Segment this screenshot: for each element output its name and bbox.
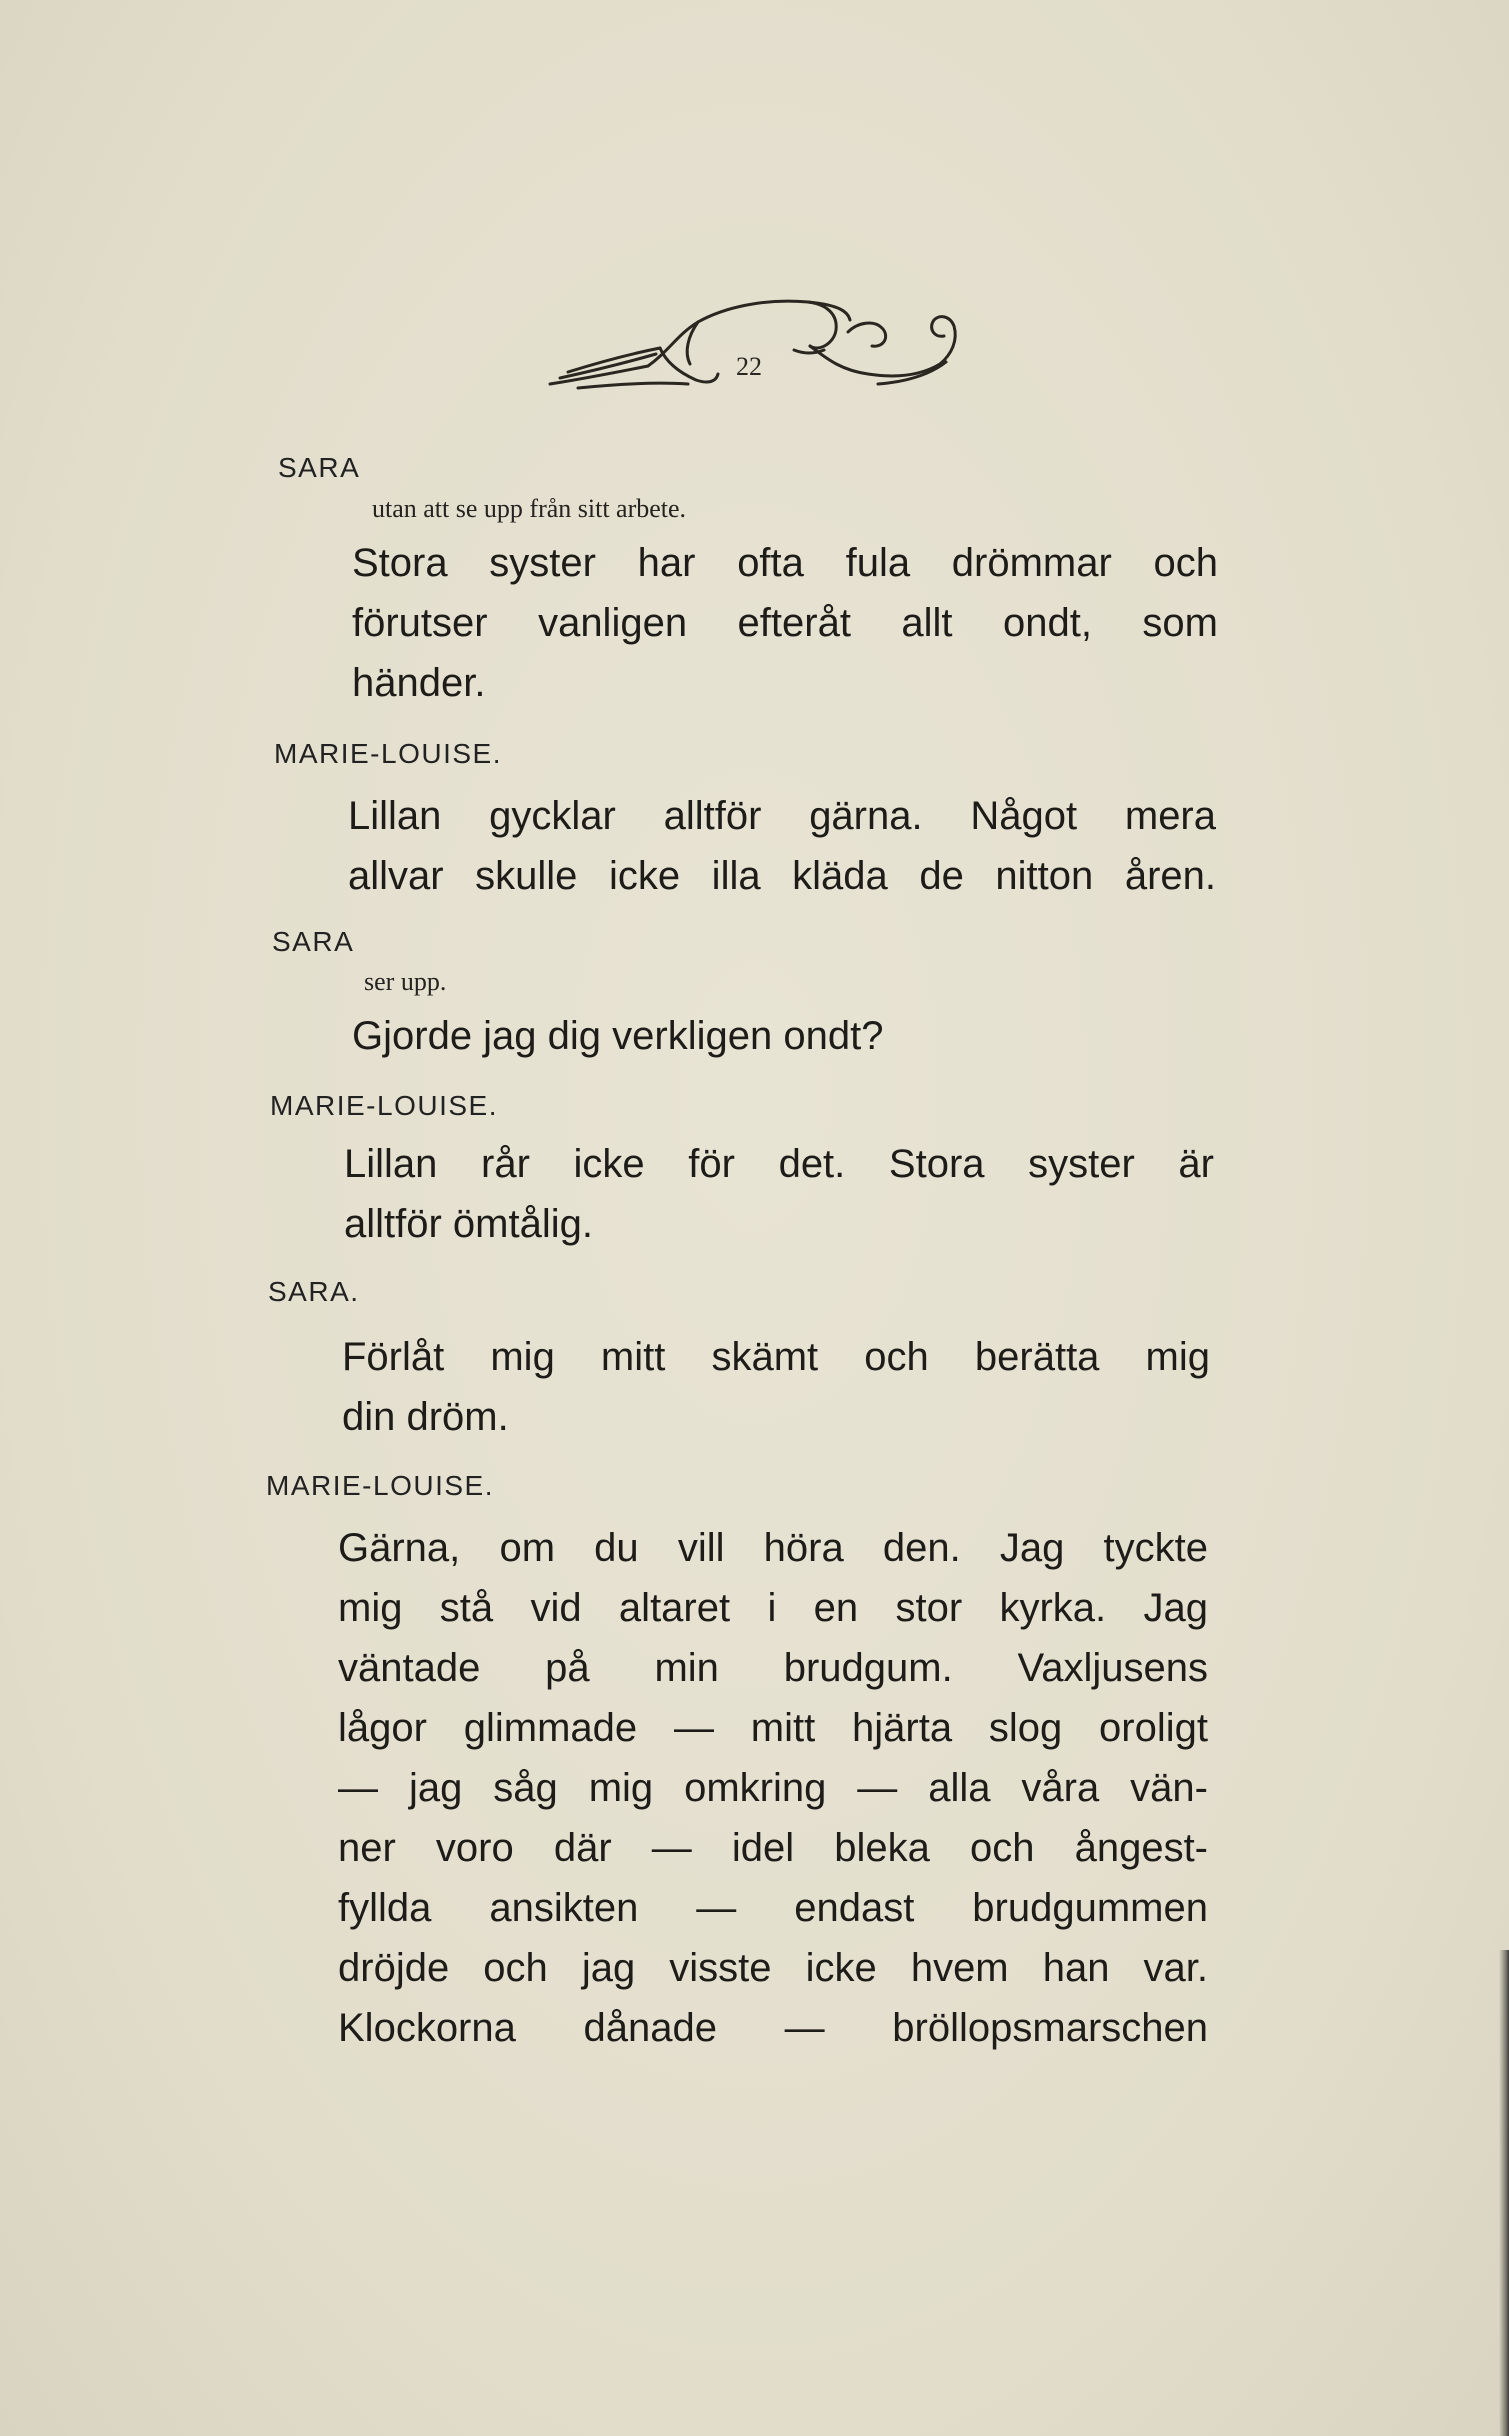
speech-line: dröjde och jag visste icke hvem han var. (338, 1946, 1208, 1990)
speech-line: alltför ömtålig. (344, 1202, 593, 1246)
speech-text (352, 533, 1218, 713)
stage-direction: utan att se upp från sitt arbete. (372, 494, 687, 523)
page-header-ornament (548, 292, 968, 402)
speech-line: lågor glimmade — mitt hjärta slog oroligt (338, 1706, 1208, 1750)
speaker-name: SARA (272, 926, 355, 957)
speaker-name: MARIE-LOUISE. (266, 1470, 494, 1501)
speech-text (344, 1134, 1214, 1254)
speaker-name: MARIE-LOUISE. (270, 1090, 498, 1121)
speech-line: Förlåt mig mitt skämt och berätta mig (342, 1335, 1210, 1379)
speech-line: allvar skulle icke illa kläda de nitton åren. (348, 854, 1216, 898)
speech-line: Lillan rår icke för det. Stora syster är (344, 1142, 1214, 1186)
speech-line: din dröm. (342, 1395, 509, 1439)
speech-line: Lillan gycklar alltför gärna. Något mera (348, 794, 1216, 838)
speech-line: händer. (352, 661, 486, 705)
speech-text (348, 786, 1216, 906)
speech-line: ner voro där — idel bleka och ångest- (338, 1826, 1208, 1870)
speech-line: Stora syster har ofta fula drömmar och (352, 541, 1218, 585)
speech-line: Gjorde jag dig verkligen ondt? (352, 1014, 884, 1058)
speech-line: väntade på min brudgum. Vaxljusens (338, 1646, 1208, 1690)
page-number: 22 (736, 352, 762, 381)
speaker-name: SARA (278, 452, 361, 483)
speech-line: mig stå vid altaret i en stor kyrka. Jag (338, 1586, 1208, 1630)
speech-line: fyllda ansikten — endast brudgummen (338, 1886, 1208, 1930)
speech-text (338, 1518, 1208, 2058)
speech-line: Klockorna dånade — bröllopsmarschen (338, 2006, 1208, 2050)
speech-line: förutser vanligen efteråt allt ondt, som (352, 601, 1218, 645)
speech-text (352, 1006, 883, 1066)
speech-text (342, 1327, 1210, 1447)
speaker-name: MARIE-LOUISE. (274, 738, 502, 769)
speaker-name: SARA. (268, 1276, 360, 1307)
stage-direction: ser upp. (364, 967, 447, 996)
speech-line: Gärna, om du vill höra den. Jag tyckte (338, 1526, 1208, 1570)
page-edge-shadow (1499, 1950, 1509, 2436)
speech-line: — jag såg mig omkring — alla våra vän- (338, 1766, 1208, 1810)
